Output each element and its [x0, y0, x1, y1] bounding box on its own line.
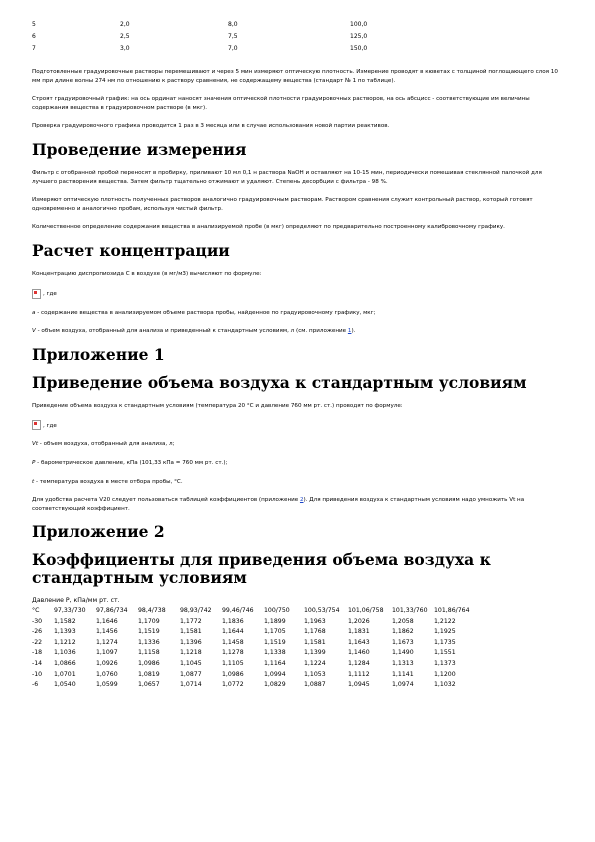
coefficients-table-cell: -18: [32, 649, 43, 657]
coefficients-table-cell: 1,1456: [96, 628, 118, 636]
coefficients-table-cell: 1,1032: [434, 681, 456, 689]
coefficients-table-cell: -30: [32, 617, 43, 625]
coefficients-table-cell: 1,1284: [348, 660, 370, 668]
coefficients-table-cell: 1,0866: [54, 660, 76, 668]
formula-volume: [32, 420, 564, 430]
heading-appendix-2: Приложение 2: [32, 522, 165, 542]
standards-table-cell: 5: [32, 20, 36, 28]
paragraph-preparation: Подготовленные градуировочные растворы перемешивают и через 5 мин измеряют оптическую плотность. Измерение проводят в кюветах с толщиной поглощающего слоя 10 мм при длине волны 274 нм по отношению к раствору сравнения, не содержащему вещества (стандарт № 1 по таблице).: [32, 69, 558, 84]
standards-table-row: [32, 18, 410, 30]
coefficients-header-cell: 100/750: [264, 607, 290, 615]
coefficients-table-cell: 1,1053: [304, 670, 326, 678]
standards-table-cell: 150,0: [350, 44, 368, 52]
coefficients-table-cell: 1,1200: [434, 670, 456, 678]
appendix-1-link[interactable]: 1: [347, 328, 352, 335]
standards-table-cell: 100,0: [350, 20, 368, 28]
heading-appendix-1-title: Приведение объема воздуха к стандартным условиям: [32, 372, 527, 392]
formula-concentration: [32, 289, 564, 299]
coefficients-table-cell: 1,1519: [264, 638, 286, 646]
standards-table-row: [32, 30, 410, 42]
coefficients-table-cell: 1,1772: [180, 617, 202, 625]
coefficients-table-body: [32, 616, 476, 690]
coefficients-table-cell: 1,1582: [54, 617, 76, 625]
coefficients-table-cell: 1,1158: [138, 649, 160, 657]
coefficients-table-cell: 1,0945: [348, 681, 370, 689]
coefficients-table-cell: 1,1963: [304, 617, 326, 625]
coefficients-table-cell: 1,1458: [222, 638, 244, 646]
coefficients-table-row: [32, 658, 476, 669]
coefficients-table-cell: 1,1831: [348, 628, 370, 636]
heading-appendix-1: Приложение 1: [32, 344, 165, 364]
coefficients-table-row: [32, 648, 476, 659]
coefficients-table-cell: 1,1581: [304, 638, 326, 646]
coefficients-table-cell: 1,1735: [434, 638, 456, 646]
definition-vt: [32, 440, 564, 449]
standards-table: [32, 18, 410, 54]
coefficients-header-cell: 98,93/742: [180, 607, 212, 615]
formula-suffix: , где: [43, 422, 57, 429]
coefficients-table-cell: 1,2058: [392, 617, 414, 625]
paragraph-coefficients-usage: [32, 496, 564, 513]
coefficients-table-cell: 1,1141: [392, 670, 414, 678]
coefficients-table-cell: -6: [32, 681, 39, 689]
coefficients-table-cell: 1,0714: [180, 681, 202, 689]
coefficients-header-cell: 98,4/738: [138, 607, 166, 615]
definition-vt-text: - объем воздуха, отобранный для анализа, л;: [38, 441, 175, 448]
standards-table-cell: 7,0: [228, 44, 238, 52]
coefficients-table-cell: 1,0994: [264, 670, 286, 678]
appendix-2-link[interactable]: 2: [299, 497, 304, 504]
standards-table-cell: 125,0: [350, 32, 368, 40]
paragraph-coefficients-usage-a: Для удобства расчета V20 следует пользоваться таблицей коэффициентов (приложение: [32, 497, 300, 504]
coefficients-table-cell: 1,1105: [222, 660, 244, 668]
coefficients-header-cell: 101,33/760: [392, 607, 428, 615]
coefficients-table-cell: 1,1338: [264, 649, 286, 657]
coefficients-table-row: [32, 626, 476, 637]
coefficients-table-cell: 1,1097: [96, 649, 118, 657]
standards-table-cell: 2,0: [120, 20, 130, 28]
definition-a: [32, 309, 564, 318]
paragraph-filter: Фильтр с отобранной пробой переносят в пробирку, приливают 10 мл 0,1 н раствора NaOH и оставляют на 10-15 мин, периодически помешивая стеклянной палочкой для лучшего растворения вещества. Затем фильтр тщательно отжимают и удаляют. Степень десорбции с фильтра - 98 %.: [32, 169, 542, 185]
coefficients-table-cell: 1,1313: [392, 660, 414, 668]
coefficients-table-cell: 1,1278: [222, 649, 244, 657]
standards-table-cell: 6: [32, 32, 36, 40]
definition-a-label: а: [32, 309, 36, 316]
coefficients-table-cell: 1,1551: [434, 649, 456, 657]
coefficients-table-cell: 1,0760: [96, 670, 118, 678]
coefficients-table-cell: 1,1709: [138, 617, 160, 625]
coefficients-table-cell: 1,1768: [304, 628, 326, 636]
coefficients-table-cell: 1,1336: [138, 638, 160, 646]
coefficients-table-cell: 1,1519: [138, 628, 160, 636]
document-page: [32, 18, 564, 690]
coefficients-table-cell: 1,1036: [54, 649, 76, 657]
coefficients-table-cell: 1,0772: [222, 681, 244, 689]
coefficients-table-cell: 1,1373: [434, 660, 456, 668]
definition-a-text: - содержание вещества в анализируемом объеме раствора пробы, найденное по градуировочному графику, мкг;: [35, 309, 376, 316]
coefficients-table-cell: 1,0819: [138, 670, 160, 678]
coefficients-header-cell: 97,86/734: [96, 607, 128, 615]
heading-measurement: Проведение измерения: [32, 139, 247, 159]
coefficients-table-cell: 1,1836: [222, 617, 244, 625]
coefficients-table-cell: 1,0986: [138, 660, 160, 668]
coefficients-table-cell: 1,0829: [264, 681, 286, 689]
definition-p-text: - барометрическое давление, кПа (101,33 кПа = 760 мм рт. ст.);: [35, 459, 228, 466]
heading-appendix-2-title: Коэффициенты для приведения объема воздуха к стандартным условиям: [32, 550, 491, 588]
definition-v-text: - объем воздуха, отобранный для анализа и приведенный к стандартным условиям, л (см. приложение: [35, 328, 348, 335]
formula-suffix: , где: [43, 290, 57, 297]
coefficients-table-cell: 1,1673: [392, 638, 414, 646]
coefficients-table-cell: 1,0540: [54, 681, 76, 689]
coefficients-table-row: [32, 669, 476, 680]
paragraph-graph-check: Проверка градуировочного графика проводится 1 раз в 3 месяца или в случае использования новой партии реактивов.: [32, 123, 390, 130]
definition-vt-label: Vt: [32, 441, 39, 448]
coefficients-table: [32, 605, 476, 690]
coefficients-table-cell: 1,1899: [264, 617, 286, 625]
coefficients-header-row: [32, 605, 476, 616]
coefficients-table-row: [32, 637, 476, 648]
coefficients-table-cell: 1,1396: [180, 638, 202, 646]
coefficients-table-cell: 1,1490: [392, 649, 414, 657]
coefficients-table-cell: 1,0887: [304, 681, 326, 689]
definition-t-label: t: [32, 478, 35, 485]
definition-v: [32, 327, 564, 336]
coefficients-table-cell: -14: [32, 660, 43, 668]
paragraph-quantitative: Количественное определение содержания вещества в анализируемой пробе (в мкг) определяют по предварительно построенному калибровочному графику.: [32, 224, 505, 231]
broken-image-icon: [32, 289, 41, 299]
definition-t-text: - температура воздуха в месте отбора пробы, °С.: [34, 478, 183, 485]
coefficients-table-cell: 1,1460: [348, 649, 370, 657]
coefficients-table-cell: 1,0599: [96, 681, 118, 689]
coefficients-table-row: [32, 616, 476, 627]
coefficients-table-cell: 1,1705: [264, 628, 286, 636]
paragraph-coefficients-usage-b: ). Для приведения воздуха к стандартным условиям надо умножить Vt на соответствующий коэффициент.: [32, 497, 525, 512]
standards-table-body: [32, 18, 410, 54]
coefficients-table-cell: 1,1218: [180, 649, 202, 657]
coefficients-table-cell: 1,2026: [348, 617, 370, 625]
coefficients-table-cell: 1,0701: [54, 670, 76, 678]
standards-table-cell: 7: [32, 44, 36, 52]
coefficients-table-cell: 1,0986: [222, 670, 244, 678]
coefficients-table-row: [32, 679, 476, 690]
coefficients-table-cell: 1,1212: [54, 638, 76, 646]
standards-table-row: [32, 42, 410, 54]
coefficients-header-cell: 100,53/754: [304, 607, 340, 615]
coefficients-table-cell: 1,2122: [434, 617, 456, 625]
coefficients-table-cell: 1,0926: [96, 660, 118, 668]
standards-table-cell: 2,5: [120, 32, 130, 40]
coefficients-table-cell: -26: [32, 628, 43, 636]
coefficients-table-cell: 1,0974: [392, 681, 414, 689]
standards-table-cell: 8,0: [228, 20, 238, 28]
coefficients-table-cell: -10: [32, 670, 43, 678]
definition-p-label: Р: [32, 459, 36, 466]
definition-v-label: V: [32, 328, 36, 335]
paragraph-calibration-graph: Строят градуировочный график: на ось ординат наносят значения оптической плотности градуировочных растворов, на ось абсцисс - соответствующие им величины содержания вещества в градуировочном растворе (в мкг).: [32, 96, 530, 111]
paragraph-standard-conditions: Приведение объема воздуха к стандартным условиям (температура 20 °С и давление 760 мм рт. ст.) проводят по формуле:: [32, 402, 403, 409]
coefficients-table-cell: 1,1164: [264, 660, 286, 668]
coefficients-header-cell: 99,46/746: [222, 607, 254, 615]
coefficients-table-cell: 1,1274: [96, 638, 118, 646]
coefficients-table-cell: 1,1644: [222, 628, 244, 636]
coefficients-caption: Давление Р, кПа/мм рт. ст.: [32, 597, 120, 605]
coefficients-header-cell: 101,06/758: [348, 607, 384, 615]
paragraph-formula-intro: Концентрацию диспропиозида С в воздухе (в мг/м3) вычисляют по формуле:: [32, 270, 262, 277]
coefficients-table-cell: 1,1045: [180, 660, 202, 668]
standards-table-cell: 7,5: [228, 32, 238, 40]
coefficients-table-cell: 1,1399: [304, 649, 326, 657]
coefficients-table-cell: -22: [32, 638, 43, 646]
heading-concentration: Расчет концентрации: [32, 240, 230, 260]
standards-table-cell: 3,0: [120, 44, 130, 52]
coefficients-header-cell: 101,86/764: [434, 607, 470, 615]
coefficients-header-cell: 97,33/730: [54, 607, 86, 615]
coefficients-table-cell: 1,1581: [180, 628, 202, 636]
coefficients-header-cell: °С: [32, 607, 40, 615]
definition-t: [32, 478, 564, 487]
coefficients-table-cell: 1,0877: [180, 670, 202, 678]
coefficients-table-cell: 1,1643: [348, 638, 370, 646]
coefficients-table-cell: 1,1393: [54, 628, 76, 636]
coefficients-table-cell: 1,1224: [304, 660, 326, 668]
coefficients-table-cell: 1,1646: [96, 617, 118, 625]
coefficients-table-cell: 1,1925: [434, 628, 456, 636]
coefficients-table-cell: 1,1862: [392, 628, 414, 636]
coefficients-table-cell: 1,1112: [348, 670, 370, 678]
paragraph-optical-density: Измеряют оптическую плотность полученных растворов аналогично градуировочным растворам. Раствором сравнения служит контрольный раствор, который готовят одновременно и аналогично пробам, используя чистый фильтр.: [32, 197, 533, 212]
definition-p: [32, 459, 564, 468]
broken-image-icon: [32, 420, 41, 430]
definition-v-end: ).: [351, 328, 356, 335]
coefficients-table-cell: 1,0657: [138, 681, 160, 689]
